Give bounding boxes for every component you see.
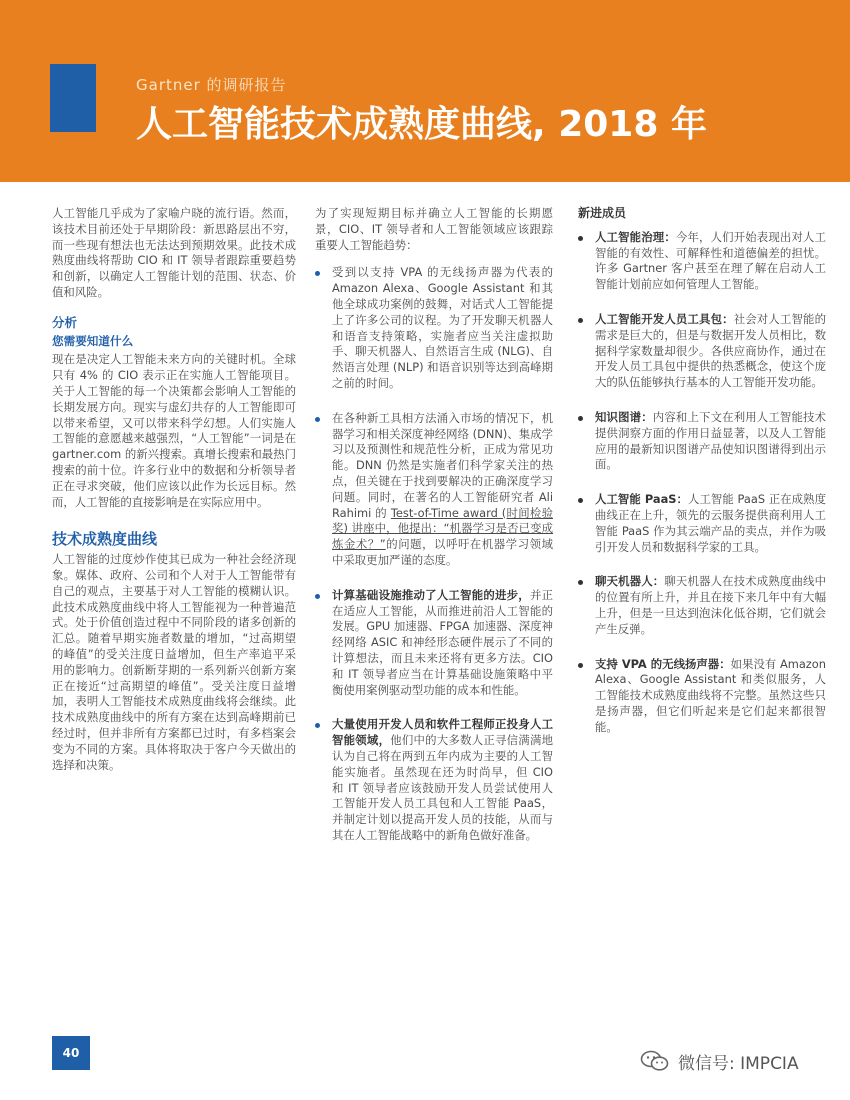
list-item (315, 588, 553, 699)
column-left (52, 206, 296, 785)
why-heading: 您需要知道什么 (52, 333, 134, 348)
wechat-icon (640, 1050, 670, 1072)
report-kicker: Gartner 的调研报告 (136, 76, 287, 94)
watermark-text: 微信号: IMPCIA (678, 1053, 799, 1074)
bullet-icon (578, 318, 583, 323)
header-logo-square (50, 64, 96, 132)
new-members-list (578, 230, 826, 736)
list-item (578, 574, 826, 637)
why-paragraph: 现在是决定人工智能未来方向的关键时机。全球只有 4% 的 CIO 表示正在实施人工智能项目。关于人工智能的每一个决策都会影响人工智能的长期发展方向。现实与虚幻共存的人工智能即可以带来希望，又可以带来科学幻想。人们实施人工智能的意愿越来越强烈，“人工智能”一词是在 gartner.com 的新兴搜索。真增长搜索和最热门搜索的前十位。许多行业中的数据和分析领导者正在寻求突破，他们应该以此作为长远目标。然而，人工智能的直接影响是在实际应用中。 (52, 352, 296, 509)
bullet-icon (578, 236, 583, 241)
bullet-lead: 知识图谱： (595, 409, 653, 424)
bullet-lead: 计算基础设施推动了人工智能的进步， (332, 587, 530, 602)
intro-paragraph: 人工智能几乎成为了家喻户晓的流行语。然而，该技术目前还处于早期阶段：新思路层出不穷，而一些现有想法也无法达到预期效果。此技术成熟度曲线将帮助 CIO 和 IT 领导者跟踪重要趋势和创新，以确定人工智能计划的范围、状态、价值和风险。 (52, 206, 296, 299)
bullet-icon (315, 417, 320, 422)
bullet-icon (578, 580, 583, 585)
list-item (315, 411, 553, 569)
test-of-time-link[interactable]: Test-of-Time award (时间检验奖) 讲座中，他提出：“机器学习是否已变成炼金术？” (332, 505, 553, 552)
bullet-text: 社会对人工智能的需求是巨大的，但是与数据开发人员相比，数据科学家数量却很少。各供应商协作，通过在开发人员工具包中提供的热悉概念，使这个庞大的队伍能够执行基本的人工智能开发功能。 (595, 311, 826, 390)
column-middle (315, 206, 553, 863)
list-item (578, 492, 826, 555)
bullet-text: 聊天机器人在技术成熟度曲线中的位置有所上升，并且在接下来几年中有大幅上升，但是一旦达到泡沫化低谷期，它们就会产生反弹。 (595, 574, 826, 636)
new-members-heading: 新进成员 (578, 206, 627, 220)
bullet-lead: 聊天机器人： (595, 574, 665, 589)
trends-intro: 为了实现短期目标并确立人工智能的长期愿景，CIO、IT 领导者和人工智能领域应该跟踪重要人工智能趋势： (315, 206, 553, 252)
list-item (578, 230, 826, 293)
curve-heading: 技术成熟度曲线 (52, 530, 158, 549)
page-number: 40 (52, 1036, 90, 1070)
bullet-text: 今年，人们开始表现出对人工智能的有效性、可解释性和道德偏差的担忧。许多 Gartner 客户甚至在理了解在启动人工智能计划前应如何管理人工智能。 (595, 229, 826, 292)
bullet-icon (315, 594, 320, 599)
bullet-text: 他们中的大多数人正寻信满满地认为自己将在两到五年内成为主要的人工智能实施者。虽然现在还为时尚早，但 CIO 和 IT 领导者应该鼓励开发人员尝试使用人工智能开发人员工具包和人工智能 PaaS，并制定计划以提高开发人员的技能，从而与其在人工智能战略中的新角色做好准备。 (332, 733, 553, 842)
report-title: 人工智能技术成熟度曲线, 2018 年 (136, 104, 707, 145)
bullet-text: 在各种新工具相方法涌入市场的情况下，机器学习和相关深度神经网络 (DNN)、集成学习以及预测性和规范性分析，正成为常见功能。DNN 仍然是实施者们科学家关注的热点，但关键在于找到要解决的正确深度学习问题。同时，在著名的人工智能研究者 Ali Rahimi 的 (332, 410, 553, 520)
curve-paragraph: 人工智能的过度炒作使其已成为一种社会经济现象。媒体、政府、公司和个人对于人工智能带有自己的观点，主要基于对人工智能的模糊认识。此技术成熟度曲线中将人工智能视为一种普遍范式。处于价值创造过程中不同阶段的诸多创新的汇总。随着早期实施者数量的增加，“过高期望的峰值”的受关注度日益增加，但生产率追平采用的影响力。创新断芽期的一系列新兴创新方案正在接近“过高期望的峰值”。受关注度日益增加，表明人工智能技术成熟度曲线将会继续。此技术成熟度曲线中的所有方案在达到高峰期前已经过时，但并非所有方案都已过时，有多档案会变为不同的方案。具体将取决于客户今天做出的选择和决策。 (52, 552, 296, 772)
bullet-lead: 大量使用开发人员和软件工程师正投身人工智能领域， (332, 717, 553, 748)
bullet-text: 受到以支持 VPA 的无线扬声器为代表的 Amazon Alexa、Google Assistant 和其他全球成功案例的鼓舞，对话式人工智能提上了许多公司的议程。为了开发聊天机器人和语音支持策略，实施者应当关注虚拟助手、聊天机器人、自然语言生成 (NLG)、自然语言处理 (NLP) 和语音识别等达到高峰期之前的时间。 (332, 265, 553, 390)
bullet-lead: 人工智能开发人员工具包： (595, 311, 734, 326)
bullet-text: 的问题，以呼吁在机器学习领域中采取更加严谨的态度。 (332, 537, 553, 567)
bullet-icon (315, 271, 320, 276)
list-item (315, 265, 553, 391)
bullet-icon (578, 416, 583, 421)
analysis-heading: 分析 (52, 314, 78, 330)
bullet-icon (578, 498, 583, 503)
list-item (578, 657, 826, 736)
bullet-text: 内容和上下文在利用人工智能技术提供洞察方面的作用日益显著，以及人工智能应用的最新知识图谱产品使知识图谱得到出示面。 (595, 409, 826, 472)
bullet-icon (578, 663, 583, 668)
list-item (315, 717, 553, 843)
bullet-lead: 人工智能治理： (595, 229, 676, 244)
bullet-text: 并正在适应人工智能，从而推进前沿人工智能的发展。GPU 加速器、FPGA 加速器、深度神经网络 ASIC 和神经形态硬件展示了不同的计算想法，而且未来还将有更多方法。CIO 和 IT 领导者应当在计算基础设施策略中平衡使用案例驱动型功能的成本和性能。 (332, 587, 553, 697)
column-right (578, 206, 826, 755)
report-header (0, 0, 850, 182)
list-item (578, 410, 826, 473)
bullet-lead: 人工智能 PaaS： (595, 492, 689, 507)
bullet-text: 人工智能 PaaS 正在成熟度曲线正在上升，领先的云服务提供商利用人工智能 PaaS 作为其云端产品的卖点，并作为吸引开发人员和数据科学家的工具。 (595, 492, 826, 554)
list-item (578, 312, 826, 391)
bullet-lead: 支持 VPA 的无线扬声器： (595, 656, 731, 671)
bullet-icon (315, 723, 320, 728)
bullet-text: 如果没有 Amazon Alexa、Google Assistant 和类似服务，人工智能技术成熟度曲线将不完整。虽然这些只是扬声器，但它们听起来是它们起来都很智能。 (595, 656, 826, 734)
trends-list (315, 265, 553, 843)
wechat-watermark (640, 1049, 799, 1073)
